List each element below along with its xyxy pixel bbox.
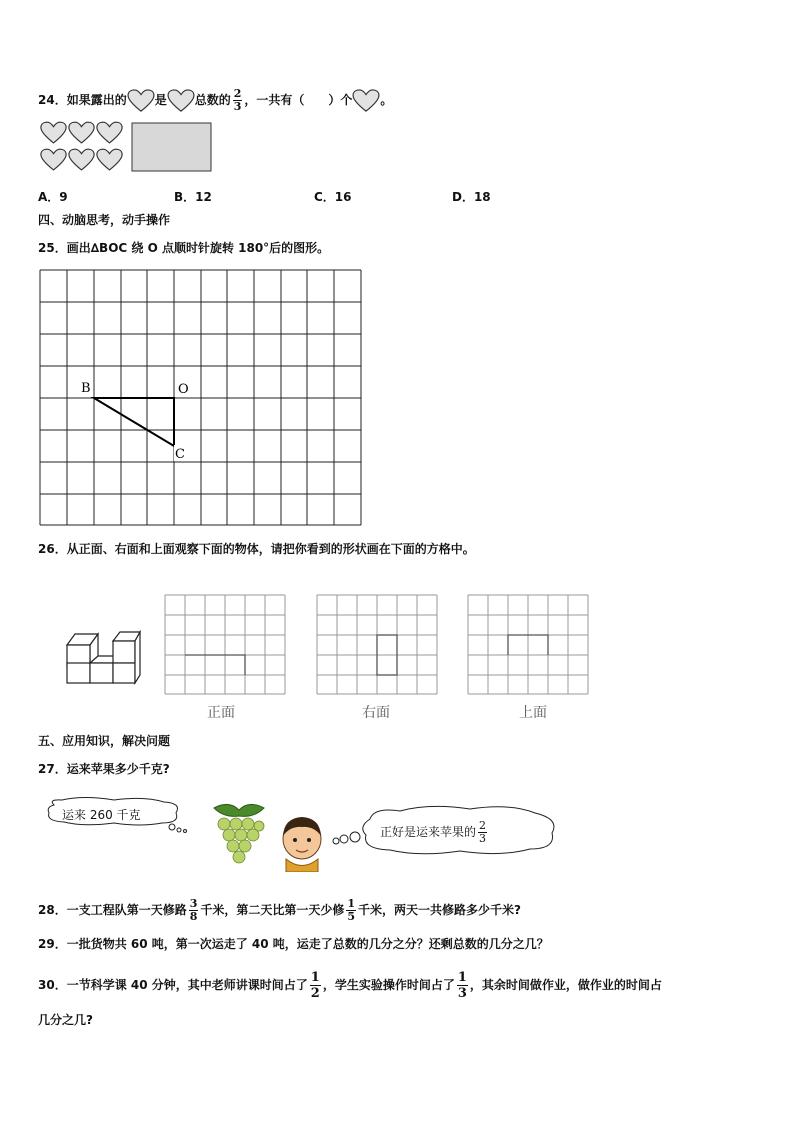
- boy-icon: [274, 812, 330, 872]
- fraction-denominator: 3: [457, 986, 467, 1001]
- q24-option-a: A．9: [38, 190, 68, 204]
- bubble-left-text: 运来 260 千克: [62, 808, 141, 822]
- section-4-heading: 四、动脑思考，动手操作: [38, 213, 171, 227]
- q24-text-4: ，一共有（ ）个: [244, 93, 353, 107]
- q29-text: 29．一批货物共 60 吨，第一次运走了 40 吨，运走了总数的几分之分？还剩总数的几分之几？: [38, 937, 549, 951]
- q24-text-3: 总数的: [194, 93, 231, 107]
- caption-top: 上面: [519, 705, 547, 721]
- q27-text: 27．运来苹果多少千克?: [38, 762, 170, 776]
- q24-text-2: 是: [154, 93, 167, 107]
- bubble-right-label: 正好是运来苹果的: [380, 825, 477, 839]
- cube-front: [113, 663, 135, 683]
- fraction-numerator: 2: [479, 819, 487, 832]
- fraction-denominator: 3: [233, 100, 242, 113]
- q26-text: 26．从正面、右面和上面观察下面的物体，请把你看到的形状画在下面的方格中。: [38, 542, 475, 556]
- q24-option-c: C．16: [314, 190, 352, 204]
- q30-fraction-1: [310, 970, 321, 1001]
- bubble-right-text: [380, 820, 489, 845]
- hearts-figure: [40, 121, 215, 176]
- q30-text-4: 几分之几?: [38, 1013, 93, 1027]
- heart-icon: [97, 149, 122, 170]
- label-c: C: [175, 447, 185, 462]
- fraction-numerator: 3: [189, 897, 198, 910]
- label-b: B: [81, 381, 91, 396]
- q28-text-2: 千米，第二天比第一天少修: [200, 903, 345, 917]
- q28-text-3: 千米，两天一共修路多少千米?: [358, 903, 521, 917]
- rotation-grid: [39, 269, 363, 527]
- q30-line: [38, 970, 662, 1001]
- fraction-denominator: 3: [479, 832, 487, 845]
- section-5-heading: 五、应用知识，解决问题: [38, 734, 171, 748]
- q24-fraction: [233, 88, 243, 113]
- q28-text-1: 28．一支工程队第一天修路: [38, 903, 187, 917]
- heart-icon: [352, 89, 380, 113]
- q30-fraction-2: [457, 970, 468, 1001]
- fraction-numerator: 2: [233, 87, 242, 100]
- q30-text-2: ，学生实验操作时间占了: [322, 978, 455, 992]
- right-view-grid: [316, 594, 440, 696]
- fraction-numerator: 1: [347, 897, 356, 910]
- heart-icon: [69, 149, 94, 170]
- cube-front: [90, 663, 113, 683]
- heart-icon: [127, 89, 155, 113]
- q24-number: 24．: [38, 93, 67, 107]
- cube-front: [67, 663, 90, 683]
- q28-fraction-1: [189, 898, 199, 923]
- caption-front: 正面: [207, 705, 235, 721]
- heart-icon: [97, 122, 122, 143]
- q24-option-b: B．12: [174, 190, 212, 204]
- fraction-denominator: 2: [310, 986, 320, 1001]
- heart-icon: [41, 149, 66, 170]
- covered-box: [132, 123, 211, 171]
- fraction-denominator: 8: [189, 910, 198, 923]
- heart-icon: [167, 89, 195, 113]
- q25-text: 25．画出∆BOC 绕 O 点顺时针旋转 180°后的图形。: [38, 241, 330, 255]
- q28-fraction-2: [346, 898, 356, 923]
- grid-lines: [40, 270, 361, 525]
- heart-icon: [69, 122, 94, 143]
- q24-line: [38, 88, 392, 113]
- q28-line: [38, 898, 521, 923]
- q27-fraction: [478, 820, 487, 845]
- caption-right: 右面: [362, 705, 390, 721]
- q24-text-1: 如果露出的: [66, 93, 127, 107]
- cube-side: [135, 632, 140, 683]
- fraction-numerator: 1: [457, 970, 467, 985]
- cube-stack-figure: [64, 628, 144, 686]
- fraction-numerator: 1: [310, 970, 320, 985]
- fraction-denominator: 5: [347, 910, 356, 923]
- q24-text-5: 。: [380, 93, 393, 107]
- heart-icon: [41, 122, 66, 143]
- triangle-boc: [94, 398, 174, 446]
- front-view-grid: [164, 594, 288, 696]
- q30-text-1: 30．一节科学课 40 分钟，其中老师讲课时间占了: [38, 978, 308, 992]
- cube-front: [113, 641, 135, 663]
- q30-text-3: ，其余时间做作业，做作业的时间占: [469, 978, 662, 992]
- top-view-grid: [467, 594, 591, 696]
- grapes-icon: [204, 800, 270, 870]
- label-o: O: [178, 382, 189, 397]
- q24-option-d: D．18: [452, 190, 491, 204]
